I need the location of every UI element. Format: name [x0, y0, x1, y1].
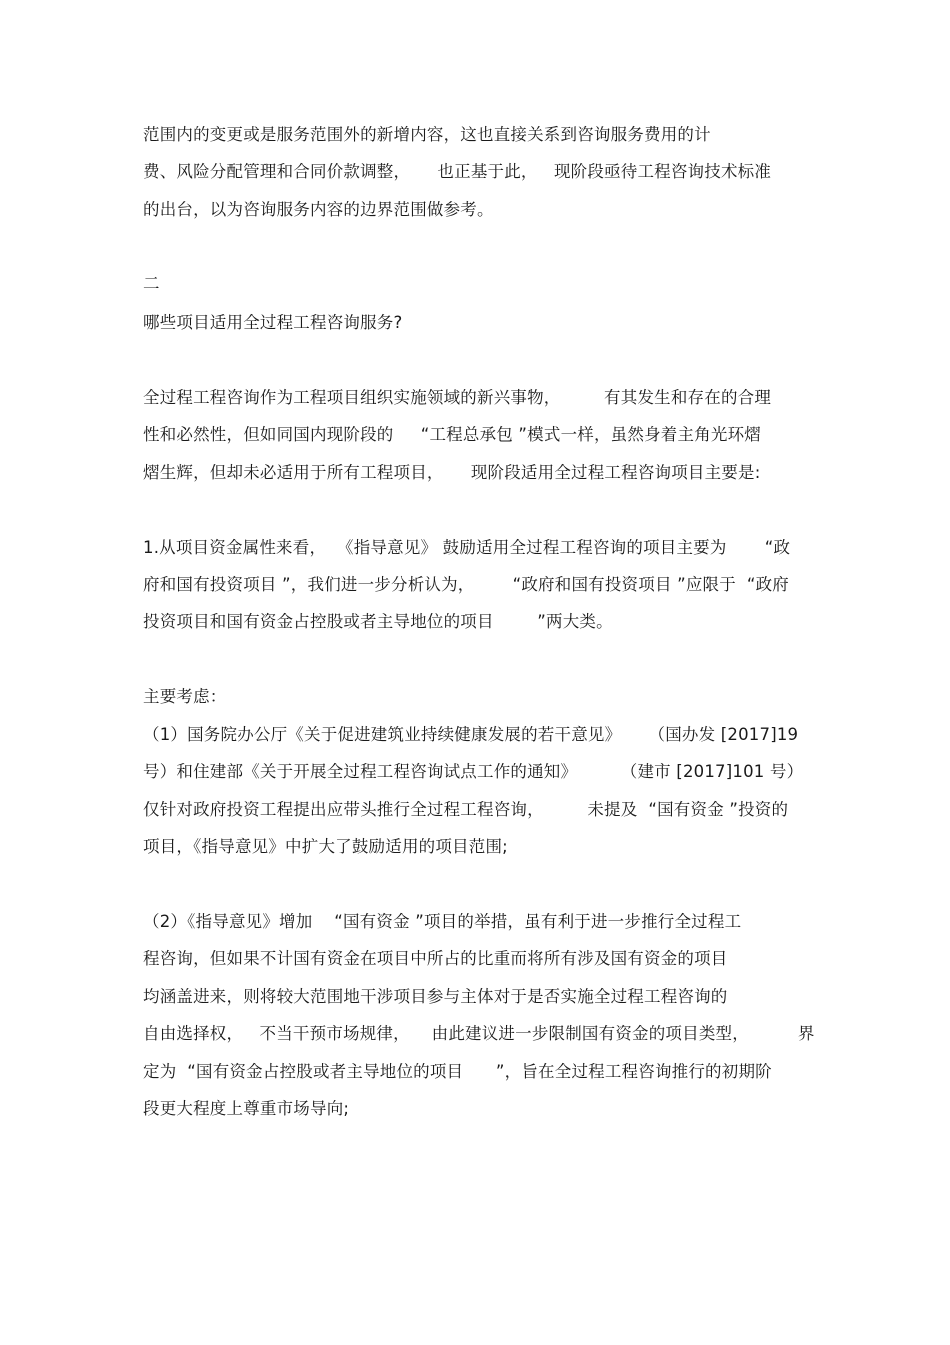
- text-line: 号）和住建部《关于开展全过程工程咨询试点工作的通知》 （建市 [2017]101 号）: [143, 762, 804, 781]
- text-line: 范围内的变更或是服务范围外的新增内容，这也直接关系到咨询服务费用的计: [143, 125, 711, 144]
- text-line: 项目，《指导意见》中扩大了鼓励适用的项目范围;: [143, 837, 508, 856]
- text-line: 1.从项目资金属性来看， 《指导意见》 鼓励适用全过程工程咨询的项目主要为 “政: [143, 538, 791, 557]
- text-line: （2）《指导意见》增加 “国有资金 ”项目的举措，虽有利于进一步推行全过程工: [143, 912, 742, 931]
- text-line: 仅针对政府投资工程提出应带头推行全过程工程咨询， 未提及 “国有资金 ”投资的: [143, 800, 789, 819]
- text-line: 的出台，以为咨询服务内容的边界范围做参考。: [143, 200, 494, 219]
- text-line: 投资项目和国有资金占控股或者主导地位的项目 ”两大类。: [143, 612, 613, 631]
- text-line: 程咨询，但如果不计国有资金在项目中所占的比重而将所有涉及国有资金的项目: [143, 949, 728, 968]
- text-line: 自由选择权， 不当干预市场规律， 由此建议进一步限制国有资金的项目类型， 界: [143, 1024, 815, 1043]
- text-line: 熠生辉，但却未必适用于所有工程项目， 现阶段适用全过程工程咨询项目主要是:: [143, 463, 761, 482]
- text-line: 均涵盖进来，则将较大范围地干涉项目参与主体对于是否实施全过程工程咨询的: [143, 987, 728, 1006]
- text-line: 性和必然性，但如同国内现阶段的 “工程总承包 ”模式一样，虽然身着主角光环熠: [143, 425, 761, 444]
- text-line: 主要考虑：: [143, 687, 227, 706]
- text-line: （1）国务院办公厅《关于促进建筑业持续健康发展的若干意见》 （国办发 [2017]19: [143, 725, 799, 744]
- text-line: 费、风险分配管理和合同价款调整， 也正基于此， 现阶段亟待工程咨询技术标准: [143, 162, 772, 181]
- text-line: 全过程工程咨询作为工程项目组织实施领域的新兴事物， 有其发生和存在的合理: [143, 388, 772, 407]
- text-line: 府和国有投资项目 ”，我们进一步分析认为， “政府和国有投资项目 ”应限于 “政府: [143, 575, 789, 594]
- section-title: 哪些项目适用全过程工程咨询服务?: [143, 313, 403, 332]
- text-line: 段更大程度上尊重市场导向;: [143, 1099, 350, 1118]
- section-number: 二: [143, 274, 160, 293]
- text-line: 定为 “国有资金占控股或者主导地位的项目 ”，旨在全过程工程咨询推行的初期阶: [143, 1062, 772, 1081]
